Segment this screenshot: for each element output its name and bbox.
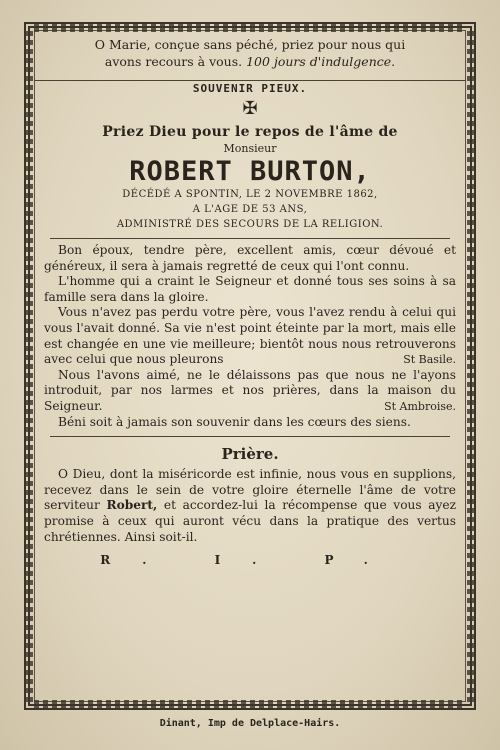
- section-divider: [50, 238, 450, 239]
- card-content: [44, 36, 456, 567]
- paragraph-1: Bon époux, tendre père, excellent amis, cœur dévoué et généreux, il sera à jamais regretté de ceux qui l'ont connu.: [44, 243, 456, 273]
- invocation-text: avons recours à vous.: [104, 54, 243, 69]
- prayer-text: [44, 467, 456, 545]
- prayer-name: Robert,: [106, 498, 158, 513]
- paragraph-4-text: Nous l'avons aimé, ne le délaissons pas que nous ne l'ayons introduit, par nos larmes et nos prières, dans la maison du Seigneur.: [44, 367, 456, 413]
- cross-icon: ✠: [242, 98, 258, 119]
- sacraments-note: ADMINISTRÉ DES SECOURS DE LA RELIGION.: [116, 219, 384, 230]
- attribution-basile: St Basile.: [403, 353, 456, 367]
- paragraph-3: [44, 305, 456, 367]
- deceased-name: ROBERT BURTON,: [129, 156, 371, 187]
- prayer-divider: [50, 436, 450, 437]
- invocation-line-2: [44, 53, 456, 70]
- rip-initials: R. I. P.: [100, 553, 400, 568]
- left-chain-ornament: [25, 30, 33, 702]
- prayer-title: Prière.: [221, 445, 279, 464]
- bottom-chain-ornament: [34, 700, 466, 708]
- souvenir-heading: SOUVENIR PIEUX.: [192, 82, 308, 95]
- honorific: Monsieur: [223, 142, 277, 155]
- prayer-text-b: et accordez-lui la récompense que vous ayez promise à ceux qui auront vécu dans la pratique des vertus chrétiennes. Ainsi soit-il.: [44, 498, 457, 544]
- death-date: DÉCÉDÉ A SPONTIN, LE 2 NOVEMBRE 1862,: [122, 189, 378, 200]
- attribution-ambroise: St Ambroise.: [384, 399, 456, 413]
- prayer-text-a: O Dieu, dont la miséricorde est infinie, nous vous en supplions, recevez dans le sein de votre gloire éternelle l'âme de votre serviteur: [44, 467, 456, 513]
- invocation-line-1: O Marie, conçue sans péché, priez pour nous qui: [94, 37, 406, 52]
- death-age: A L'AGE DE 53 ANS,: [192, 204, 308, 215]
- right-chain-ornament: [467, 30, 475, 702]
- printer-credit: Dinant, Imp de Delplace-Hairs.: [159, 718, 341, 729]
- indulgence-text: 100 jours d'indulgence.: [246, 54, 396, 69]
- top-chain-ornament: [34, 24, 466, 32]
- prayer-request: Priez Dieu pour le repos de l'âme de: [102, 124, 398, 140]
- paragraph-5: Béni soit à jamais son souvenir dans les cœurs des siens.: [58, 414, 411, 429]
- paragraph-2: L'homme qui a craint le Seigneur et donné tous ses soins à sa famille sera dans la gloire.: [44, 274, 456, 304]
- paragraph-3-text: Vous n'avez pas perdu votre père, vous l'avez rendu à celui qui vous l'avait donné. Sa vie n'est point éteinte par la mort, mais elle est changée en une vie meilleure; bientôt nous nous retrouverons avec celui que nous pleurons: [44, 305, 456, 367]
- paragraph-4: [44, 368, 456, 415]
